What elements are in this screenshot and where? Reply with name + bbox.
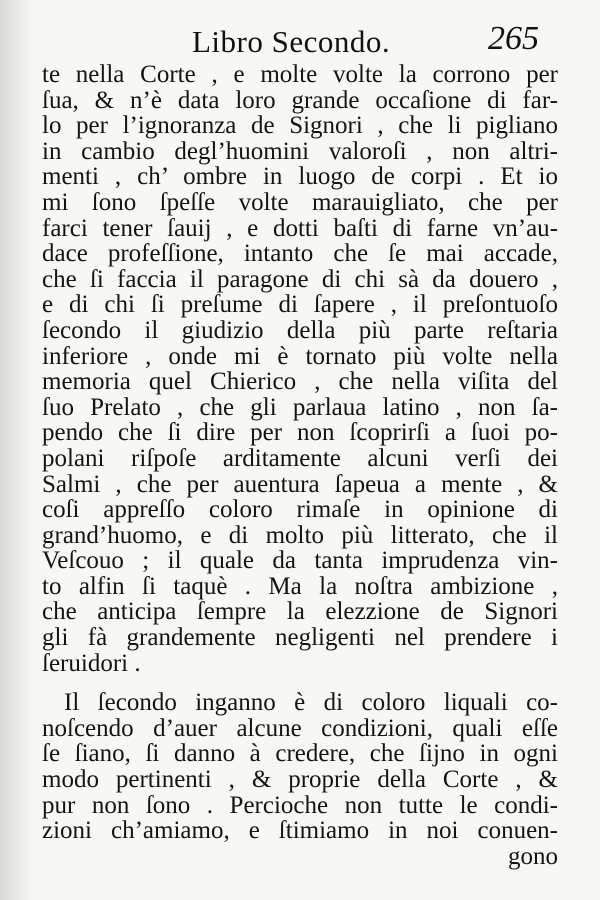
text-line: modo pertinenti , & proprie della Corte , & <box>42 766 558 794</box>
text-line: ſecondo il giudizio della più parte reſtaria <box>42 316 558 344</box>
catchword: gono <box>508 842 558 870</box>
text-line: ſeruidori . <box>42 649 141 677</box>
text-line: te nella Corte , e molte volte la corrono per <box>42 61 558 88</box>
text-line: polani riſpoſe arditamente alcuni verſi dei <box>42 444 558 472</box>
text-line: grand’huomo, e di molto più litterato, che il <box>42 521 558 549</box>
page-gutter-shadow <box>0 0 34 900</box>
text-line: dace profeſſione, intanto che ſe mai accade, <box>42 240 558 268</box>
text-line: che anticipa ſempre la elezzione de Signori <box>42 598 558 626</box>
text-line: ſe ſiano, ſi danno à credere, che ſijno in ogni <box>42 740 558 768</box>
page-number: 265 <box>488 20 539 57</box>
text-line: zioni ch’amiamo, e ſtimiamo in noi conuen- <box>42 817 558 845</box>
text-line: in cambio degl’huomini valoroſi , non altri- <box>42 137 558 165</box>
page-header <box>0 18 600 66</box>
body-text <box>42 62 582 869</box>
text-line: menti , ch’ ombre in luogo de corpi . Et io <box>42 163 558 191</box>
text-line: e di chi ſi preſume di ſapere , il preſontuoſo <box>42 291 558 319</box>
text-line: to alfin ſi taquè . Ma la noſtra ambizione , <box>42 572 558 600</box>
text-line: gli fà grandemente negligenti nel prendere i <box>42 624 558 652</box>
text-line: Salmi , che per auentura ſapeua a mente , & <box>42 470 558 498</box>
text-line: che ſi faccia il paragone di chi sà da douero , <box>42 265 558 293</box>
text-line: Veſcouo ; il quale da tanta imprudenza vin- <box>42 547 558 575</box>
text-line: inferiore , onde mi è tornato più volte nella <box>42 342 558 370</box>
paragraph-first-line: Il ſecondo inganno è di coloro liquali co- <box>64 689 558 717</box>
text-line: coſi appreſſo coloro rimaſe in opinione di <box>42 496 558 524</box>
text-line: pur non ſono . Percioche non tutte le condi- <box>42 791 558 819</box>
text-line: lo per l’ignoranza de Signori , che li pigliano <box>42 112 558 140</box>
text-line: farci tener ſauij , e dotti baſti di farne vn’au- <box>42 214 558 242</box>
text-line: ſuo Prelato , che gli parlaua latino , non ſa- <box>42 393 558 421</box>
text-line: pendo che ſi dire per non ſcoprirſi a ſuoi po- <box>42 419 558 447</box>
text-line: memoria quel Chierico , che nella viſita del <box>42 368 558 396</box>
text-line: ſua, & n’è data loro grande occaſione di far- <box>42 86 558 114</box>
text-line: noſcendo d’auer alcune condizioni, quali eſſe <box>42 714 558 742</box>
text-line: mi ſono ſpeſſe volte marauigliato, che per <box>42 188 558 216</box>
running-title: Libro Secondo. <box>192 24 391 59</box>
